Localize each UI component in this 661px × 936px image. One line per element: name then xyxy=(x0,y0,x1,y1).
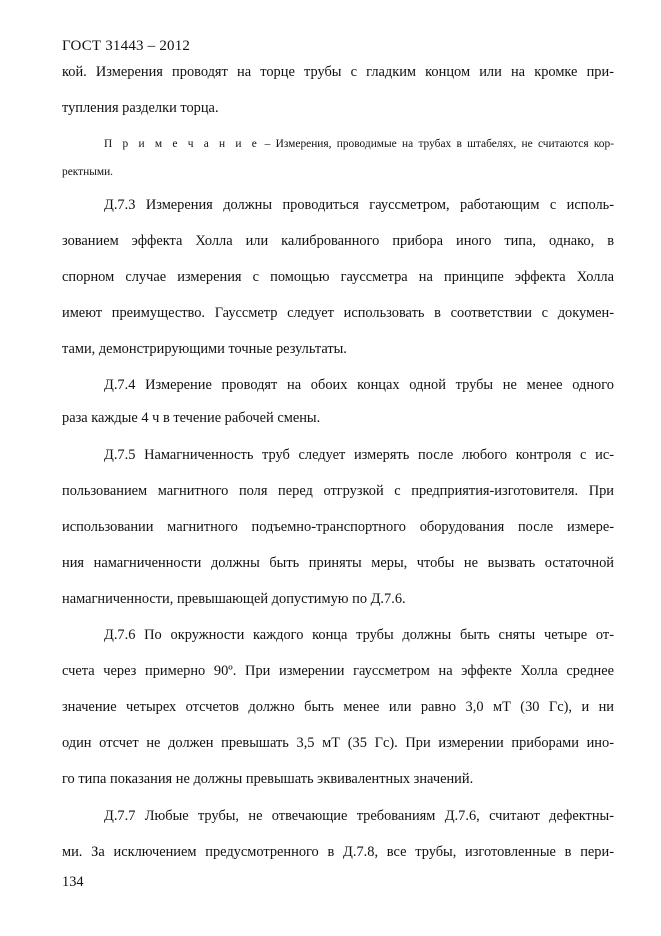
page-number: 134 xyxy=(62,874,84,890)
text-line: намагниченности, превышающей допустимую по Д.7.6. xyxy=(62,591,406,607)
text-line: кой. Измерения проводят на торце трубы с гладким концом или на кромке при- xyxy=(62,64,614,80)
text-line: зованием эффекта Холла или калиброванного прибора иного типа, однако, в xyxy=(62,233,614,249)
note-label: П р и м е ч а н и е xyxy=(104,138,260,150)
text-line: Д.7.4 Измерение проводят на обоих концах одной трубы не менее одного xyxy=(104,377,614,393)
text-line: Д.7.3 Измерения должны проводиться гауссметром, работающим с исполь- xyxy=(104,197,614,213)
text-line: тами, демонстрирующими точные результаты. xyxy=(62,341,347,357)
text-line: пользованием магнитного поля перед отгрузкой с предприятия-изготовителя. При xyxy=(62,483,614,499)
note-text: – Измерения, проводимые на трубах в штабелях, не считаются кор- xyxy=(259,138,614,150)
text-line: один отсчет не должен превышать 3,5 мТ (35 Гс). При измерении приборами ино- xyxy=(62,735,614,751)
note-line: ректными. xyxy=(62,166,114,178)
text-line: счета через примерно 90º. При измерении гауссметром на эффекте Холла среднее xyxy=(62,663,614,679)
text-line: ми. За исключением предусмотренного в Д.7.8, все трубы, изготовленные в пери- xyxy=(62,844,614,860)
text-line: спорном случае измерения с помощью гауссметра на принципе эффекта Холла xyxy=(62,269,614,285)
text-line: го типа показания не должны превышать эквивалентных значений. xyxy=(62,771,474,787)
text-line: тупления разделки торца. xyxy=(62,100,219,116)
text-line: Д.7.7 Любые трубы, не отвечающие требованиям Д.7.6, считают дефектны- xyxy=(104,808,614,824)
text-line: раза каждые 4 ч в течение рабочей смены. xyxy=(62,410,321,426)
text-line: значение четырех отсчетов должно быть менее или равно 3,0 мТ (30 Гс), и ни xyxy=(62,699,614,715)
text-line: Д.7.5 Намагниченность труб следует измерять после любого контроля с ис- xyxy=(104,447,614,463)
note-line xyxy=(104,138,614,150)
text-line: ния намагниченности должны быть приняты меры, чтобы не вызвать остаточной xyxy=(62,555,614,571)
text-line: имеют преимущество. Гауссметр следует использовать в соответствии с докумен- xyxy=(62,305,614,321)
document-header: ГОСТ 31443 – 2012 xyxy=(62,38,191,54)
text-line: использовании магнитного подъемно-транспортного оборудования после измере- xyxy=(62,519,614,535)
text-line: Д.7.6 По окружности каждого конца трубы должны быть сняты четыре от- xyxy=(104,627,614,643)
